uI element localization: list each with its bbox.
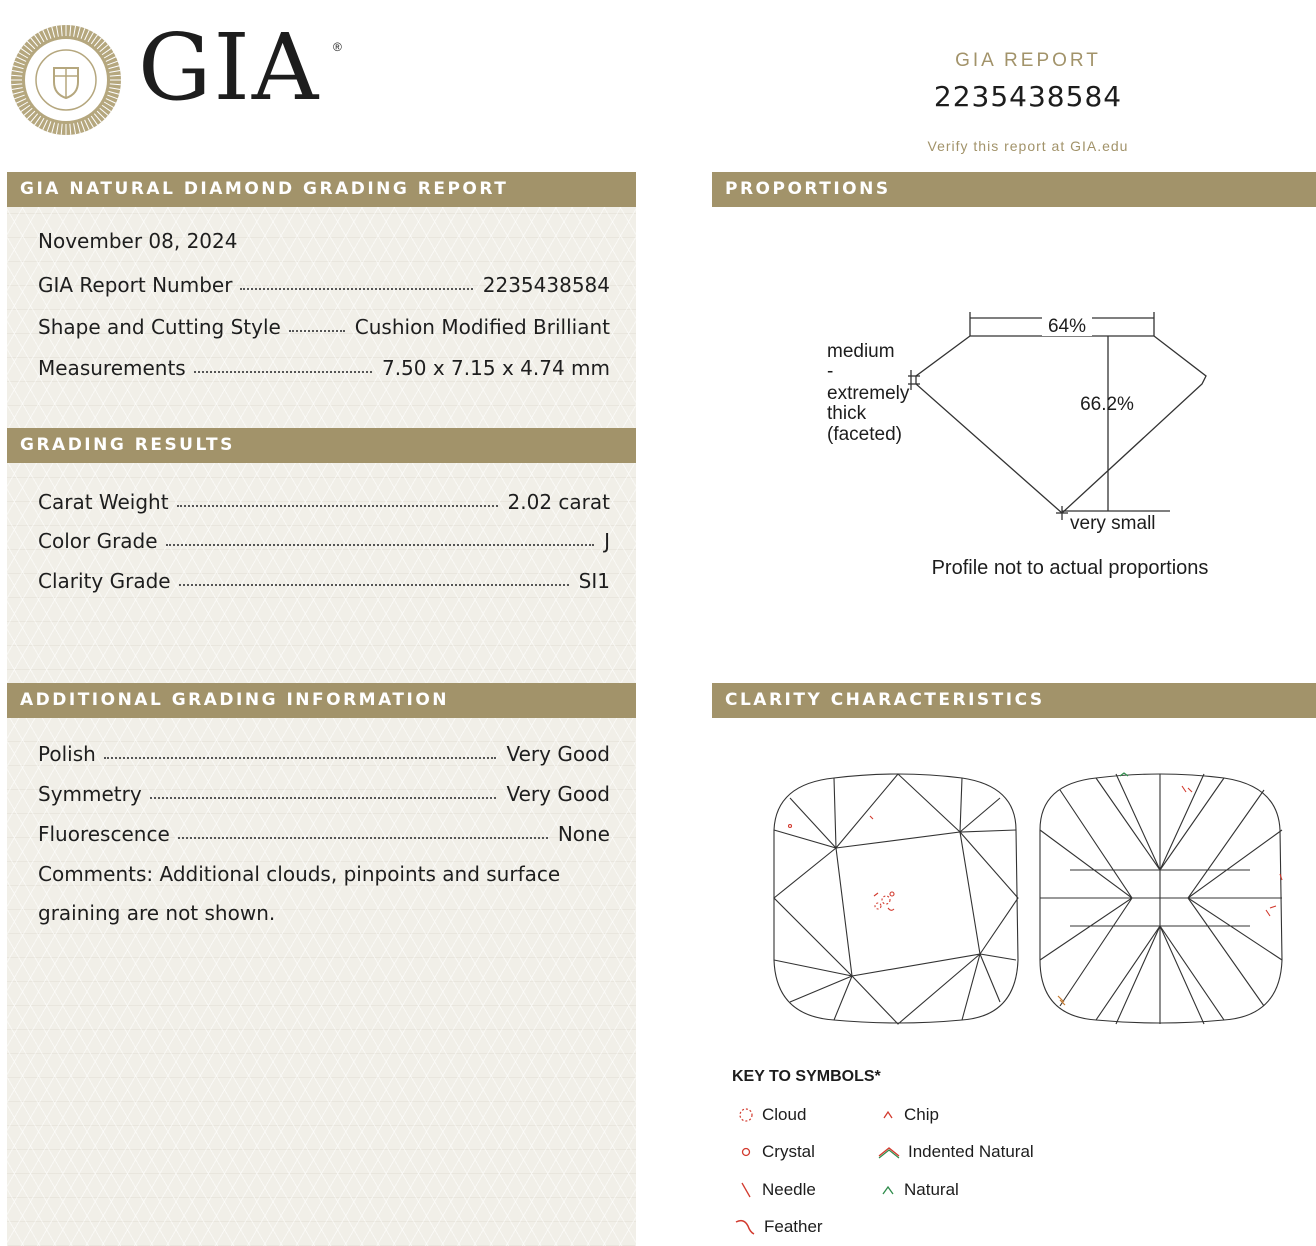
report-date: November 08, 2024 <box>38 229 238 253</box>
dot-leader <box>178 837 548 839</box>
row-value: Cushion Modified Brilliant <box>354 315 610 339</box>
girdle-line-1: medium <box>827 341 895 362</box>
feather-symbol-icon <box>734 1218 756 1236</box>
row-label: Measurements <box>38 356 186 380</box>
clarity-header: CLARITY CHARACTERISTICS <box>712 683 1316 718</box>
row-label: Color Grade <box>38 529 158 553</box>
row-value: Very Good <box>506 782 610 806</box>
row-value: SI1 <box>578 569 610 593</box>
key-cloud <box>738 1105 806 1125</box>
key-chip <box>880 1105 939 1125</box>
report-label: GIA REPORT <box>955 50 1101 71</box>
crystal-symbol-icon <box>738 1144 754 1160</box>
key-label: Feather <box>764 1217 823 1236</box>
row-value: 2235438584 <box>482 273 610 297</box>
polish-row <box>38 734 610 764</box>
carat-row <box>38 482 610 512</box>
gia-wordmark: GIA <box>138 14 321 121</box>
dot-leader <box>194 371 372 373</box>
indented-natural-symbol-icon <box>878 1144 900 1160</box>
report-number-row <box>38 265 610 295</box>
needle-symbol-icon <box>738 1181 754 1199</box>
row-value: Very Good <box>506 742 610 766</box>
depth-percent: 66.2% <box>1080 394 1134 415</box>
key-title: KEY TO SYMBOLS* <box>732 1068 881 1085</box>
shape-row <box>38 307 610 337</box>
key-label: Indented Natural <box>908 1142 1034 1161</box>
natural-symbol-icon <box>880 1182 896 1198</box>
comments-text: Additional clouds, pinpoints and surface graining are not shown. <box>38 862 561 925</box>
key-indented-natural <box>878 1142 1034 1162</box>
table-percent: 64% <box>1047 316 1087 337</box>
crown-view-outline <box>774 774 1018 1023</box>
dot-leader <box>150 797 497 799</box>
additional-info-header: ADDITIONAL GRADING INFORMATION <box>7 683 636 718</box>
key-natural <box>880 1180 959 1200</box>
gia-seal-logo <box>10 24 122 136</box>
girdle-line-3: extremely <box>827 383 910 404</box>
proportions-header: PROPORTIONS <box>712 172 1316 207</box>
verify-link[interactable]: Verify this report at GIA.edu <box>927 138 1129 154</box>
row-label: Carat Weight <box>38 490 169 514</box>
cloud-symbol-icon <box>738 1107 754 1123</box>
measurements-row <box>38 348 610 378</box>
dot-leader <box>177 505 498 507</box>
dot-leader <box>289 330 345 332</box>
key-label: Cloud <box>762 1105 807 1124</box>
clarity-row <box>38 561 610 591</box>
dot-leader <box>240 288 472 290</box>
proportions-caption: Profile not to actual proportions <box>931 557 1209 579</box>
key-label: Natural <box>904 1180 959 1199</box>
row-label: Fluorescence <box>38 822 170 846</box>
symmetry-row <box>38 774 610 804</box>
report-number: 2235438584 <box>933 80 1123 113</box>
row-value: 7.50 x 7.15 x 4.74 mm <box>381 356 610 380</box>
row-label: Clarity Grade <box>38 569 171 593</box>
key-label: Crystal <box>762 1142 815 1161</box>
dot-leader <box>166 544 595 546</box>
girdle-line-2: - <box>827 361 834 382</box>
proportions-diagram <box>820 300 1230 540</box>
dot-leader <box>179 584 569 586</box>
key-label: Needle <box>762 1180 816 1199</box>
chip-symbol-icon <box>880 1107 896 1123</box>
row-value: None <box>557 822 610 846</box>
comments <box>38 855 610 933</box>
row-label: GIA Report Number <box>38 273 233 297</box>
key-feather <box>734 1217 823 1237</box>
row-label: Polish <box>38 742 96 766</box>
culet-label: very small <box>1070 513 1156 534</box>
row-label: Symmetry <box>38 782 142 806</box>
fluorescence-row <box>38 814 610 844</box>
clarity-plot <box>770 770 1290 1030</box>
registered-mark: ® <box>333 40 342 54</box>
report-section-header: GIA NATURAL DIAMOND GRADING REPORT <box>7 172 636 207</box>
color-row <box>38 521 610 551</box>
row-value: 2.02 carat <box>507 490 610 514</box>
key-label: Chip <box>904 1105 939 1124</box>
comments-label: Comments: <box>38 862 154 886</box>
girdle-line-4: thick <box>827 403 867 424</box>
key-needle <box>738 1180 816 1200</box>
key-crystal <box>738 1142 815 1162</box>
grading-results-header: GRADING RESULTS <box>7 428 636 463</box>
dot-leader <box>104 757 497 759</box>
row-value: J <box>604 529 610 553</box>
row-label: Shape and Cutting Style <box>38 315 281 339</box>
girdle-line-5: (faceted) <box>827 424 902 445</box>
